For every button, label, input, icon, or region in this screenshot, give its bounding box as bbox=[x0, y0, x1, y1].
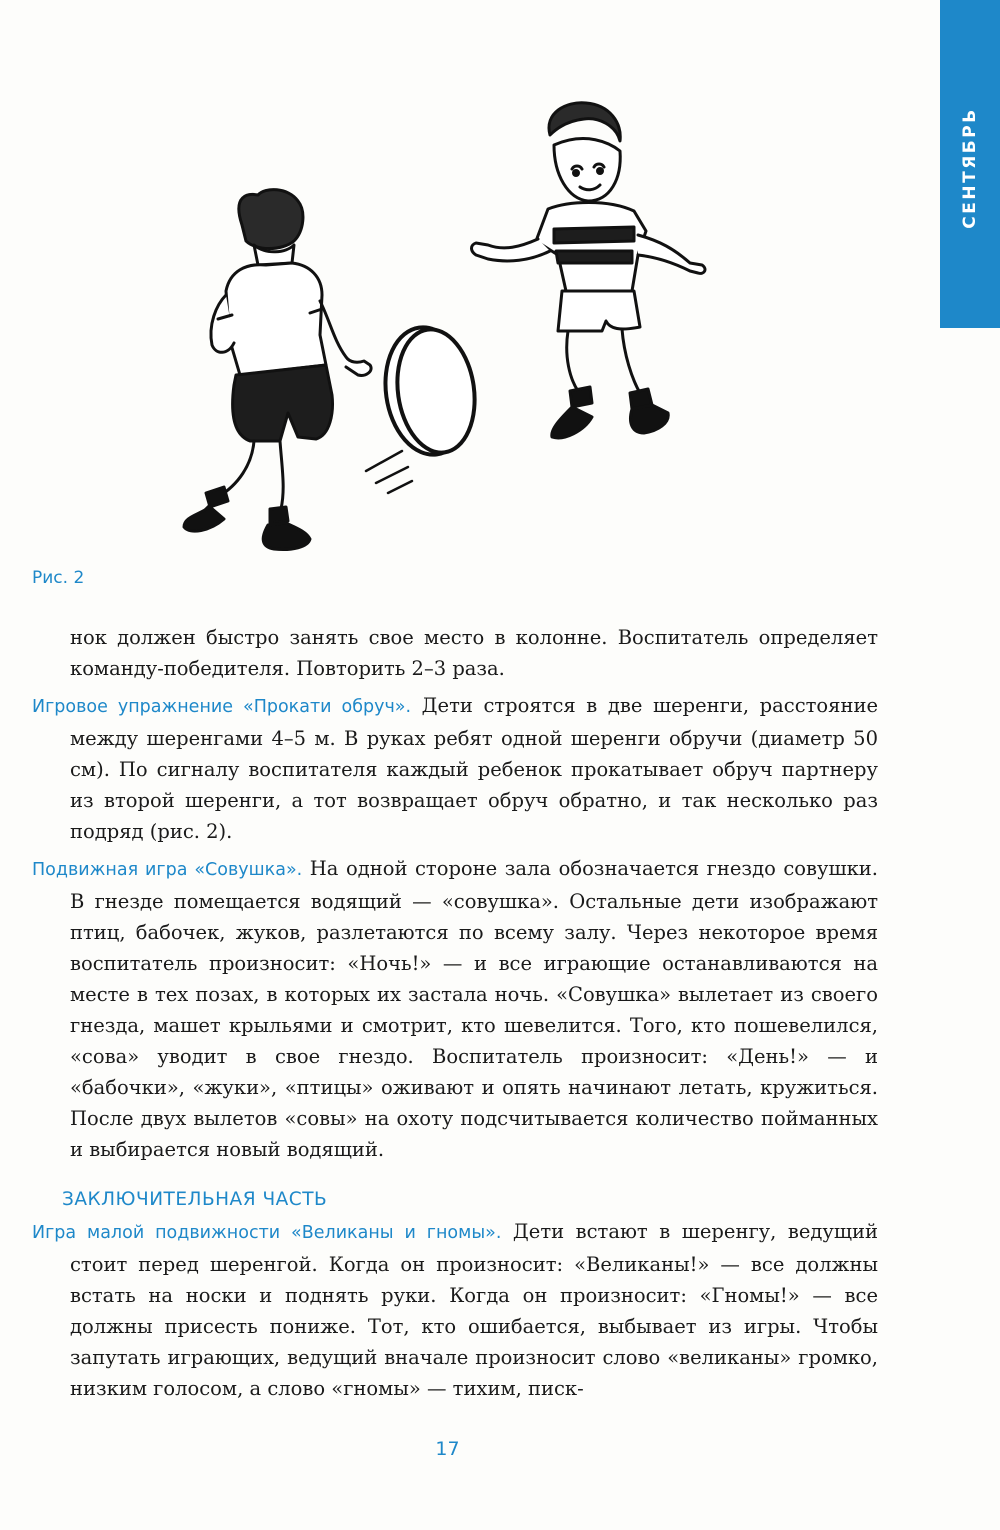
game-owl-text: На одной стороне зала обозначается гнездо совушки. В гнезде помещается водящий — «совушка». Остальные дети изображают птиц, бабочек, жуков, разлетаются по всему залу. Через некоторое время воспитатель произносит: «Ночь!» — и все играющие останавливаются на месте в тех позах, в которых их застала ночь. «Совушка» вылетает из своего гнезда, машет крыльями и смотрит, кто шевелится. Того, кто пошевелился, «сова» уводит в свое гнездо. Воспитатель произносит: «День!» — и «бабочки», «жуки», «птицы» оживают и опять начинают летать, кружиться. После двух вылетов «совы» на охоту подсчитывается количество пойманных и выбирается новый водящий. bbox=[70, 857, 878, 1161]
right-child-figure bbox=[472, 103, 705, 438]
game-giants-gnomes-text: Дети встают в шеренгу, ведущий стоит перед шеренгой. Когда он произносит: «Великаны!» — все должны встать на носки и поднять руки. Когда он произносит: «Гномы!» — все должны присесть пониже. Тот, кто ошибается, выбывает из игры. Чтобы запутать играющих, ведущий вначале произносит слово «великаны» громко, низким голосом, а слово «гномы» — тихим, писк- bbox=[70, 1220, 878, 1400]
exercise-roll-hoop-text: Дети строятся в две шеренги, расстояние между шеренгами 4–5 м. В руках ребят одной шеренги обручи (диаметр 50 см). По сигналу воспитателя каждый ребенок прокатывает обруч партнеру из второй шеренги, а тот возвращает обруч обратно, и так несколько раз подряд (рис. 2). bbox=[70, 694, 878, 843]
left-child-figure bbox=[184, 190, 371, 550]
game-owl-paragraph bbox=[32, 853, 878, 1165]
section-title: ЗАКЛЮЧИТЕЛЬНАЯ ЧАСТЬ bbox=[62, 1189, 328, 1210]
hoop-shape bbox=[366, 322, 482, 493]
game-owl-title: Подвижная игра «Совушка». bbox=[32, 860, 303, 880]
game-giants-gnomes-paragraph bbox=[32, 1216, 878, 1404]
month-label: СЕНТЯБРЬ bbox=[960, 107, 980, 229]
figure-caption: Рис. 2 bbox=[32, 568, 85, 588]
text-content bbox=[32, 622, 878, 1404]
children-rolling-hoop-illustration bbox=[170, 95, 730, 565]
exercise-roll-hoop-paragraph bbox=[32, 690, 878, 847]
continued-paragraph: нок должен быстро занять свое место в колонне. Воспитатель определяет команду-победителя. Повторить 2–3 раза. bbox=[70, 626, 878, 680]
page-number: 17 bbox=[435, 1438, 460, 1460]
game-giants-gnomes-title: Игра малой подвижности «Великаны и гномы». bbox=[32, 1223, 502, 1243]
exercise-roll-hoop-title: Игровое упражнение «Прокати обруч». bbox=[32, 697, 412, 717]
